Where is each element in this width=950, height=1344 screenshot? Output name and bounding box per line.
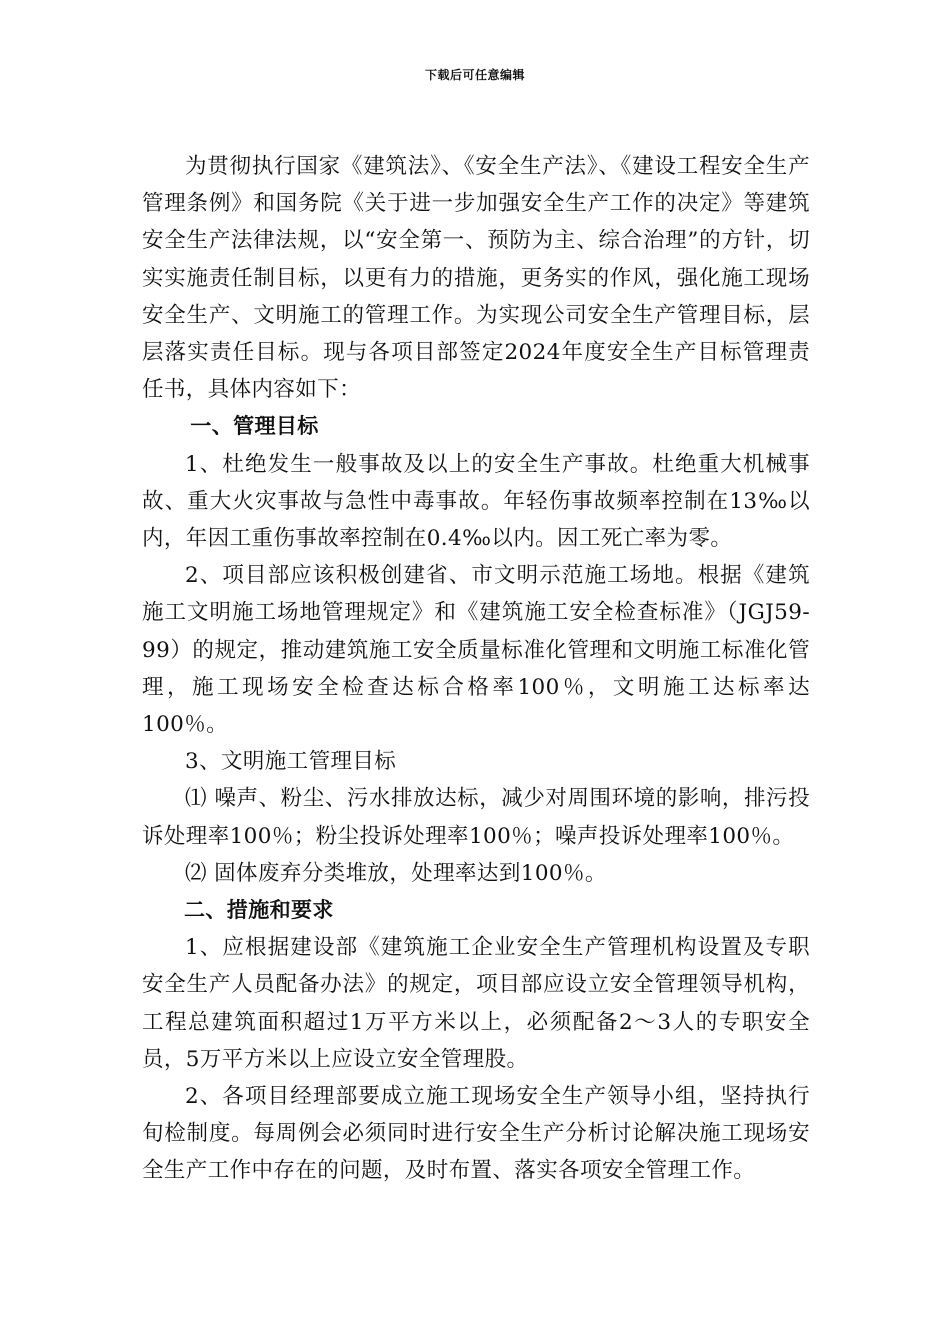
- page-header: 下载后可任意编辑: [424, 68, 525, 82]
- goal-item-2: 2、项目部应该积极创建省、市文明示范施工场地。根据《建筑施工文明施工场地管理规定》和《建筑施工安全检查标准》（JGJ59-99）的规定，推动建筑施工安全质量标准化管理和文明施工标准化管理，施工现场安全检查达标合格率100％，文明施工达标率达100％。: [142, 563, 810, 738]
- goal-item-3-sub-1: ⑴ 噪声、粉尘、污水排放达标，减少对周围环境的影响，排污投诉处理率100％；粉尘投诉处理率100％；噪声投诉处理率100％。: [142, 786, 810, 849]
- intro-paragraph: 为贯彻执行国家《建筑法》、《安全生产法》、《建设工程安全生产管理条例》和国务院《关于进一步加强安全生产工作的决定》等建筑安全生产法律法规，以“安全第一、预防为主、综合治理”的方针，切实实施责任制目标，以更有力的措施，更务实的作风，强化施工现场安全生产、文明施工的管理工作。为实现公司安全生产管理目标，层层落实责任目标。现与各项目部签定2024年度安全生产目标管理责任书，具体内容如下：: [142, 154, 810, 403]
- measure-item-1: 1、应根据建设部《建筑施工企业安全生产管理机构设置及专职安全生产人员配备办法》的规定，项目部应设立安全管理领导机构，工程总建筑面积超过1万平方米以上，必须配备2～3人的专职安全员，5万平方米以上应设立安全管理股。: [142, 935, 810, 1072]
- goal-item-3-sub-2: ⑵ 固体废弃分类堆放，处理率达到100％。: [185, 860, 607, 886]
- goal-item-3: 3、文明施工管理目标: [185, 749, 397, 775]
- goal-item-1: 1、杜绝发生一般事故及以上的安全生产事故。杜绝重大机械事故、重大火灾事故与急性中毒事故。年轻伤事故频率控制在13‰以内，年因工重伤事故率控制在0.4‰以内。因工死亡率为零。: [142, 451, 810, 552]
- measure-item-2: 2、各项目经理部要成立施工现场安全生产领导小组，坚持执行旬检制度。每周例会必须同时进行安全生产分析讨论解决施工现场安全生产工作中存在的问题，及时布置、落实各项安全管理工作。: [142, 1084, 810, 1184]
- document-body: [142, 148, 810, 1190]
- section-heading-measures: 二、措施和要求: [184, 898, 334, 923]
- section-heading-management-goals: 一、管理目标: [190, 414, 319, 439]
